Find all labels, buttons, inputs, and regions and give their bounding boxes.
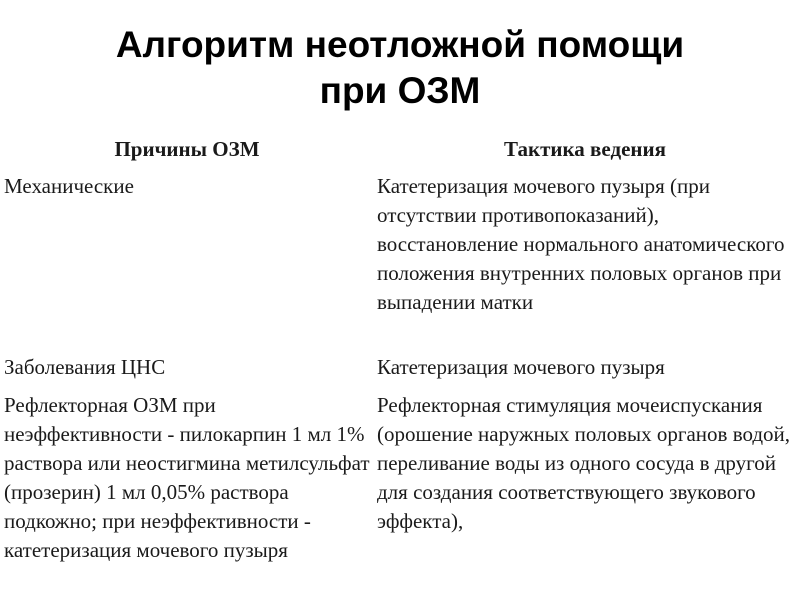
column-header-causes: Причины ОЗМ bbox=[114, 137, 260, 161]
slide-title-line-2: при ОЗМ bbox=[319, 70, 481, 111]
tactics-cell: Рефлекторная стимуляция мочеиспускания (орошение наружных половых органов водой, переливание воды из одного сосуда в другой для создания соответствующего звукового эффекта), bbox=[377, 393, 791, 533]
cause-cell: Заболевания ЦНС bbox=[4, 355, 166, 379]
column-header-tactics: Тактика ведения bbox=[504, 137, 666, 161]
cause-cell: Механические bbox=[4, 174, 134, 198]
tactics-cell: Катетеризация мочевого пузыря (при отсутствии противопоказаний), восстановление нормального анатомического положения внутренних половых органов при выпадении матки bbox=[377, 174, 785, 314]
slide-title bbox=[0, 22, 800, 114]
slide-title-line-1: Алгоритм неотложной помощи bbox=[115, 24, 685, 65]
cause-cell: Рефлекторная ОЗМ при неэффективности - пилокарпин 1 мл 1% раствора или неостигмина метилсульфат (прозерин) 1 мл 0,05% раствора подкожно; при неэффективности - катетеризация мочевого пузыря bbox=[4, 393, 370, 562]
tactics-cell: Катетеризация мочевого пузыря bbox=[377, 355, 665, 379]
